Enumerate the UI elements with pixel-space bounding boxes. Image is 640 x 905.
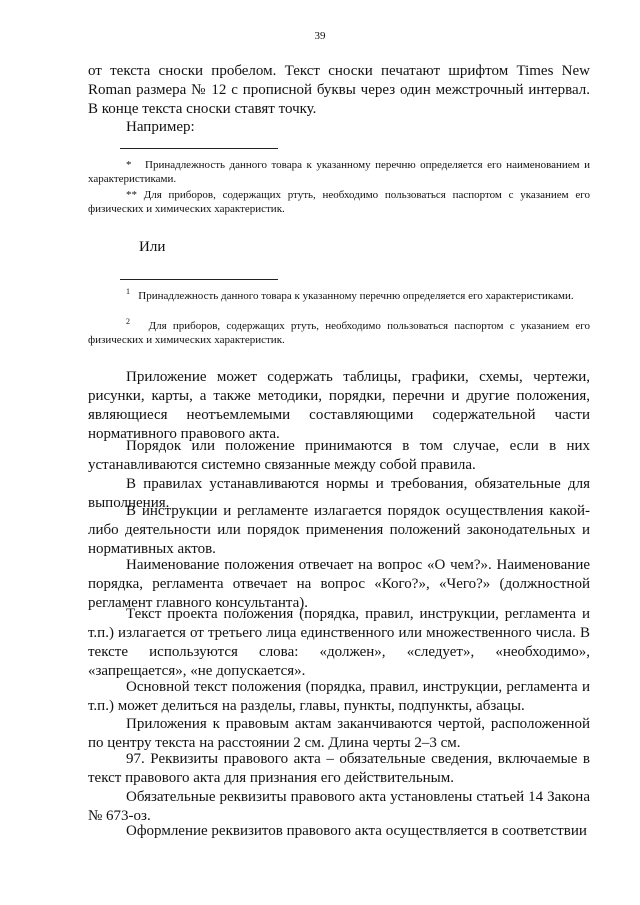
body-paragraph: В инструкции и регламенте излагается порядок осуществления какой-либо деятельности или порядок применения положений законодательных и нормативных актов. bbox=[88, 503, 590, 557]
footnote-separator-2 bbox=[120, 279, 278, 280]
body-paragraph: Обязательные реквизиты правового акта установлены статьей 14 Закона № 673-оз. bbox=[88, 789, 590, 824]
example-label: Например: bbox=[126, 119, 195, 135]
footnote-text: Для приборов, содержащих ртуть, необходимо пользоваться паспортом с указанием его физических и химических характеристик. bbox=[88, 320, 591, 346]
footnote-text: Принадлежность данного товара к указанному перечню определяется его характеристиками. bbox=[138, 290, 574, 302]
footnote-example1-2 bbox=[88, 188, 590, 216]
footnote-separator-1 bbox=[120, 148, 278, 149]
footnote-marker: 1 bbox=[126, 287, 130, 296]
intro-paragraph: от текста сноски пробелом. Текст сноски печатают шрифтом Times New Roman размера № 12 с прописной буквы через один межстрочный интервал. В конце текста сноски ставят точку. bbox=[88, 63, 590, 117]
or-label: Или bbox=[139, 239, 166, 255]
body-paragraph: Приложения к правовым актам заканчиваются чертой, расположенной по центру текста на расстоянии 2 см. Длина черты 2–3 см. bbox=[88, 716, 590, 751]
footnote-marker: 2 bbox=[126, 317, 130, 326]
body-paragraph: Наименование положения отвечает на вопрос «О чем?». Наименование порядка, регламента отвечает на вопрос «Кого?», «Чего?» (должностной регламент главного консультанта). bbox=[88, 557, 590, 611]
footnote-text: Принадлежность данного товара к указанному перечню определяется его наименованием и характеристиками. bbox=[88, 159, 591, 185]
body-paragraph: Порядок или положение принимаются в том случае, если в них устанавливаются системно связанные между собой правила. bbox=[88, 438, 590, 473]
footnote-example2-2 bbox=[88, 319, 590, 347]
footnote-marker: * bbox=[126, 159, 132, 171]
page-number: 39 bbox=[314, 30, 326, 42]
footnote-marker: ** bbox=[126, 189, 137, 201]
footnote-text: Для приборов, содержащих ртуть, необходимо пользоваться паспортом с указанием его физических и химических характеристик. bbox=[88, 189, 590, 215]
footnote-example2-1 bbox=[88, 289, 590, 303]
body-paragraph: В правилах устанавливаются нормы и требования, обязательные для выполнения. bbox=[88, 476, 590, 511]
body-paragraph: 97. Реквизиты правового акта – обязательные сведения, включаемые в текст правового акта для признания его действительным. bbox=[88, 751, 590, 786]
body-paragraph: Оформление реквизитов правового акта осуществляется в соответствии bbox=[126, 823, 587, 839]
body-paragraph: Основной текст положения (порядка, правил, инструкции, регламента и т.п.) может делиться на разделы, главы, пункты, подпункты, абзацы. bbox=[88, 679, 590, 714]
footnote-example1-1 bbox=[88, 158, 590, 186]
body-paragraph: Приложение может содержать таблицы, графики, схемы, чертежи, рисунки, карты, а также методики, порядки, перечни и другие положения, являющиеся неотъемлемыми составляющими содержательной части нормативного правового акта. bbox=[88, 369, 590, 442]
body-paragraph: Текст проекта положения (порядка, правил, инструкции, регламента и т.п.) излагается от третьего лица единственного или множественного числа. В тексте используются слова: «должен», «следует», «необходимо», «запрещается», «не допускается». bbox=[88, 606, 590, 679]
